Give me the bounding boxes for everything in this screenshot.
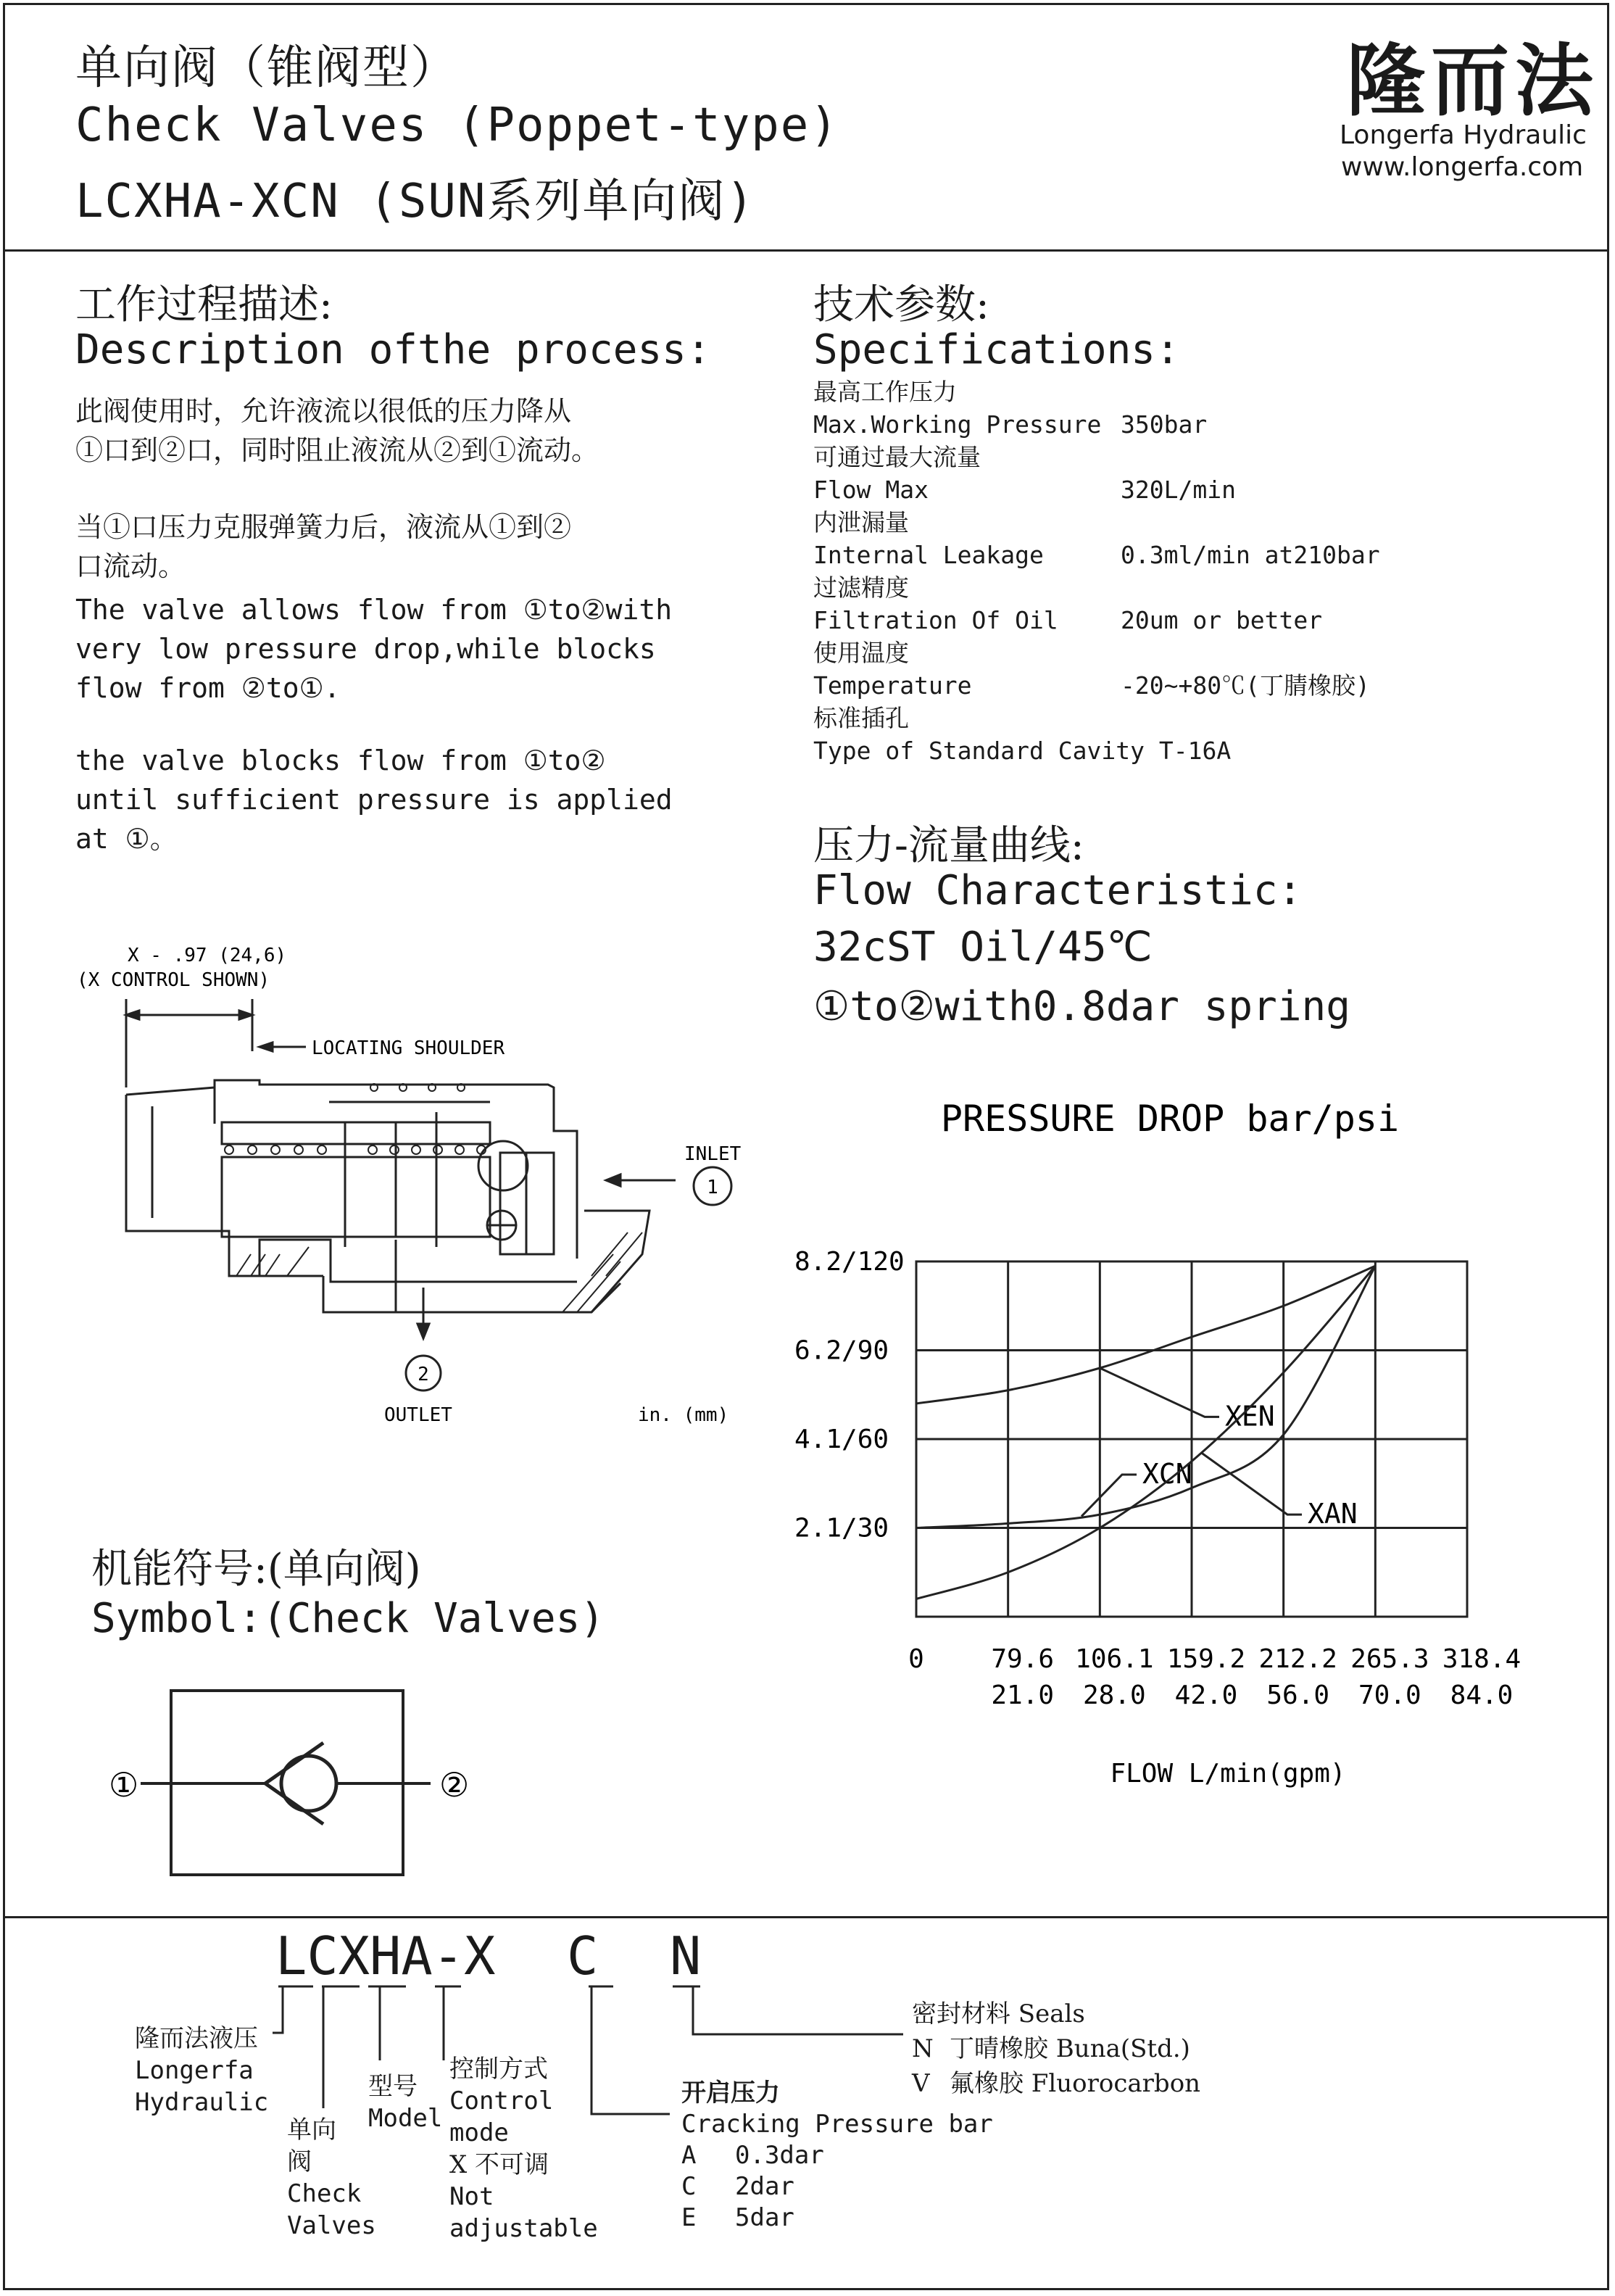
flow-chart — [783, 1087, 1566, 1798]
x-tick-label: 79.6 — [991, 1644, 1055, 1674]
description-heading-cn: 工作过程描述: — [75, 281, 333, 328]
y-tick-label: 6.2/90 — [794, 1335, 889, 1366]
brand-url: www.longerfa.com — [1341, 152, 1584, 182]
specs-table: 最高工作压力 Max.Working Pressure 350bar 可通过最大流量 Flow Max 320L/min 内泄漏量 Internal Leakage 0.3ml/min at210bar 过滤精度 Filtration Of Oil 20um or better 使用温度 Temperature -20~+80℃(丁腈橡胶) 标准插孔 Type of Standard Cavity T-16A — [813, 378, 1380, 765]
model-legend: 型号 Model — [368, 2072, 443, 2133]
code-part-model: LCXHA-X — [275, 1926, 496, 1986]
chart-series — [916, 1266, 1375, 1599]
flow-spring: ①to②with0.8dar spring — [813, 983, 1350, 1030]
y-tick-label: 8.2/120 — [794, 1247, 905, 1277]
brand-legend: 隆而法液压 Longerfa Hydraulic — [135, 2024, 269, 2117]
dim-label: X - .97 (24,6) — [128, 945, 287, 966]
control-legend: 控制方式 Control mode X 不可调 Not adjustable — [449, 2055, 598, 2243]
x-tick-label: 159.2 — [1166, 1644, 1246, 1674]
description-p3: The valve allows flow from ①to②with very low pressure drop,while blocks flow from ②to①. — [75, 594, 673, 704]
series-label-xan: XAN — [1308, 1498, 1358, 1530]
inlet-port-number: 1 — [707, 1177, 718, 1198]
series-label-xcn: XCN — [1142, 1458, 1192, 1490]
check-legend: 单向 阀 Check Valves — [287, 2115, 376, 2240]
specs-heading-cn: 技术参数: — [813, 281, 989, 328]
series-label-xen: XEN — [1225, 1400, 1275, 1433]
units-label: in. (mm) — [638, 1404, 729, 1426]
chart-y-ticks — [794, 1247, 905, 1543]
outlet-port-number: 2 — [418, 1364, 429, 1385]
cracking-legend: 开启压力 Cracking Pressure bar A 0.3dar C 2dar E 5dar — [681, 2079, 993, 2232]
x-tick-label-secondary: 42.0 — [1174, 1680, 1238, 1710]
x-tick-label: 318.4 — [1442, 1644, 1521, 1674]
chart-grid — [916, 1261, 1467, 1617]
description-p1: 此阀使用时，允许液流以很低的压力降从 ①口到②口，同时阻止液流从②到①流动。 — [75, 395, 599, 466]
brand-logo: 隆而法 — [1347, 36, 1600, 127]
outlet-label: OUTLET — [384, 1404, 452, 1426]
x-tick-label-secondary: 28.0 — [1082, 1680, 1146, 1710]
title-cn: 单向阀（锥阀型） — [75, 41, 458, 95]
description-p2: 当①口压力克服弹簧力后，液流从①到② 口流动。 — [75, 511, 572, 582]
code-part-seal: N — [670, 1926, 702, 1986]
flow-heading-cn: 压力-流量曲线: — [813, 822, 1084, 869]
x-tick-label-secondary: 84.0 — [1450, 1680, 1514, 1710]
symbol-heading-en: Symbol:(Check Valves) — [91, 1595, 605, 1642]
flow-heading-en: Flow Characteristic: — [813, 867, 1303, 914]
title-en: Check Valves (Poppet-type) — [75, 99, 839, 152]
x-tick-label: 212.2 — [1258, 1644, 1337, 1674]
series-line-xen — [916, 1266, 1375, 1404]
inlet-label: INLET — [684, 1143, 742, 1165]
x-tick-label-secondary: 70.0 — [1358, 1680, 1421, 1710]
valve-cross-section — [70, 935, 758, 1443]
symbol-port-right: ② — [439, 1765, 470, 1804]
series-leader-xen — [1100, 1368, 1219, 1417]
header-divider — [3, 249, 1609, 252]
y-tick-label: 2.1/30 — [794, 1513, 889, 1543]
x-tick-label: 0 — [908, 1644, 924, 1674]
code-part-cracking: C — [567, 1926, 599, 1986]
series-line-xan — [916, 1266, 1375, 1599]
model-line: LCXHA-XCN (SUN系列单向阀) — [75, 175, 755, 228]
description-heading-en: Description ofthe process: — [75, 326, 711, 373]
chart-x-ticks — [908, 1644, 1521, 1710]
shoulder-label: LOCATING SHOULDER — [312, 1037, 505, 1059]
symbol-heading-cn: 机能符号:(单向阀) — [91, 1546, 421, 1593]
seals-legend: 密封材料 Seals N 丁晴橡胶 Buna(Std.) V 氟橡胶 Fluorocarbon — [912, 1999, 1201, 2098]
x-tick-label: 106.1 — [1075, 1644, 1154, 1674]
description-p4: the valve blocks flow from ①to② until sufficient pressure is applied at ①。 — [75, 745, 673, 855]
ordering-divider — [3, 1916, 1609, 1918]
x-tick-label: 265.3 — [1350, 1644, 1429, 1674]
x-tick-label-secondary: 21.0 — [991, 1680, 1055, 1710]
y-tick-label: 4.1/60 — [794, 1425, 889, 1454]
check-ball-icon — [281, 1756, 336, 1811]
symbol-port-left: ① — [109, 1765, 139, 1804]
specs-heading-en: Specifications: — [813, 326, 1180, 373]
x-tick-label-secondary: 56.0 — [1266, 1680, 1330, 1710]
brand-name: Longerfa Hydraulic — [1340, 120, 1587, 150]
chart-xlabel: FLOW L/min(gpm) — [1110, 1759, 1346, 1789]
dim-note: (X CONTROL SHOWN) — [77, 969, 270, 991]
check-valve-symbol — [87, 1682, 507, 1892]
chart-title: PRESSURE DROP bar/psi — [940, 1098, 1400, 1140]
flow-oil: 32cST Oil/45℃ — [813, 924, 1153, 971]
